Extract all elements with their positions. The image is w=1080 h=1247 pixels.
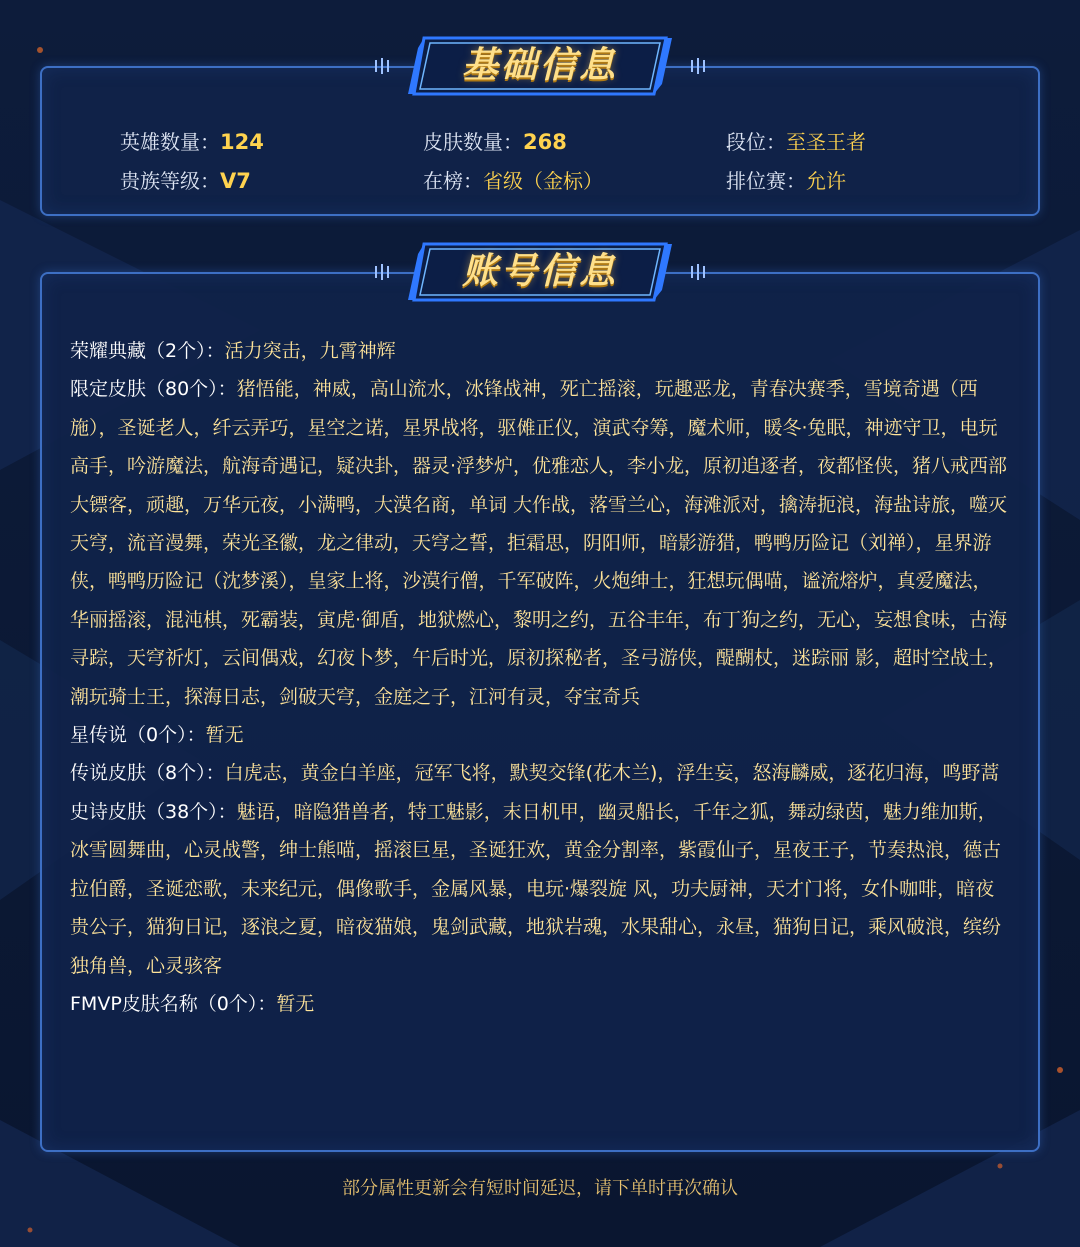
stat-noble-level — [120, 165, 251, 194]
category-items: 魅语，暗隐猎兽者，特工魅影，末日机甲，幽灵船长，千年之狐，舞动绿茵，魅力维加斯，冰雪圆舞曲，心灵战警，绅士熊喵，摇滚巨星，圣诞狂欢，黄金分割率，紫霞仙子，星夜王子，节奏热浪，德古拉伯爵，圣诞恋歌，未来纪元，偶像歌手，金属风暴，电玩·爆裂旋 风，功夫厨神，天才门将，女仆咖啡，暗夜贵公子，猫狗日记，逐浪之夏，暗夜猫娘，鬼剑武藏，地狱岩魂，水果甜心，永昼，猫狗日记，乘风破浪，缤纷独角兽，心灵骇客 — [70, 800, 1002, 977]
stat-skin-count — [423, 126, 567, 155]
category-items: 猪悟能，神威，高山流水，冰锋战神，死亡摇滚，玩趣恶龙，青春决赛季，雪境奇遇（西施），圣诞老人，纤云弄巧，星空之诺，星界战将，驱傩正仪，演武夺筹，魔术师，暖冬·兔眠，神迹守卫，电玩高手，吟游魔法，航海奇遇记，疑决卦，器灵·浮梦炉，优雅恋人，李小龙，原初追逐者，夜都怪侠，猪八戒西部大镖客，顽趣，万华元夜，小满鸭，大漠名商，单词 大作战，落雪兰心，海滩派对，擒涛扼浪，海盐诗旅，噬灭天穹，流音漫舞，荣光圣徽，龙之律动，天穹之誓，拒霜思，阴阳师，暗影游猎，鸭鸭历险记（刘禅），星界游侠，鸭鸭历险记（沈梦溪），皇家上将，沙漠行僧，千军破阵，火炮绅士，狂想玩偶喵，谧流熔炉，真爱魔法，华丽摇滚，混沌棋，死霸装，寅虎·御盾，地狱燃心，黎明之约，五谷丰年，布丁狗之约，无心，妄想食味，古海寻踪，天穹祈灯，云间偶戏，幻夜卜梦，午后时光，原初探秘者，圣弓游侠，醍醐杖，迷踪丽 影，超时空战士，潮玩骑士王，探海日志，剑破天穹，金庭之子，江河有灵，夺宝奇兵 — [70, 378, 1008, 708]
stat-value: 268 — [523, 130, 567, 154]
stat-hero-count — [120, 126, 264, 155]
stat-label: 排位赛： — [726, 169, 806, 193]
category-items: 白虎志，黄金白羊座，冠军飞将，默契交锋(花木兰)，浮生妄，怒海麟威，逐花归海，鸣野蒿 — [224, 762, 1000, 785]
category-label: 星传说（0个）： — [70, 724, 206, 747]
category-epic-skins — [70, 793, 1010, 985]
category-label: FMVP皮肤名称（0个）： — [70, 992, 277, 1015]
category-items: 暂无 — [205, 724, 244, 747]
stat-label: 英雄数量： — [120, 130, 220, 154]
skin-category-list — [70, 332, 1010, 1023]
category-label: 限定皮肤（80个）： — [70, 378, 237, 401]
stat-ranked-match — [726, 165, 846, 194]
stat-label: 贵族等级： — [120, 169, 220, 193]
category-label: 荣耀典藏（2个）： — [70, 340, 225, 362]
stat-value: 省级（金标） — [483, 169, 603, 193]
stat-value: 允许 — [806, 169, 846, 193]
category-label: 史诗皮肤（38个）： — [70, 800, 237, 823]
basic-info-title-banner — [370, 34, 710, 98]
stat-value: V7 — [220, 169, 251, 193]
category-label: 传说皮肤（8个）： — [70, 762, 225, 785]
footer-notice: 部分属性更新会有短时间延迟，请下单时再次确认 — [342, 1178, 738, 1199]
basic-info-title: 基础信息 — [461, 45, 618, 86]
category-star-legend — [70, 716, 1010, 754]
stat-value: 124 — [220, 130, 264, 154]
stat-label: 在榜： — [423, 169, 483, 193]
account-info-panel — [40, 272, 1040, 1152]
category-honor-collection — [70, 332, 1010, 370]
category-fmvp-skins — [70, 985, 1010, 1023]
stat-label: 皮肤数量： — [423, 130, 523, 154]
account-info-title: 账号信息 — [461, 251, 618, 292]
stat-value: 至圣王者 — [786, 130, 866, 154]
stat-leaderboard — [423, 165, 603, 194]
category-legend-skins — [70, 754, 1010, 792]
stat-rank — [726, 126, 866, 155]
category-limited-skins — [70, 370, 1010, 716]
category-items: 活力突击，九霄神辉 — [224, 340, 396, 362]
category-items: 暂无 — [276, 992, 315, 1015]
stat-label: 段位： — [726, 130, 786, 154]
account-info-title-banner — [370, 240, 710, 304]
